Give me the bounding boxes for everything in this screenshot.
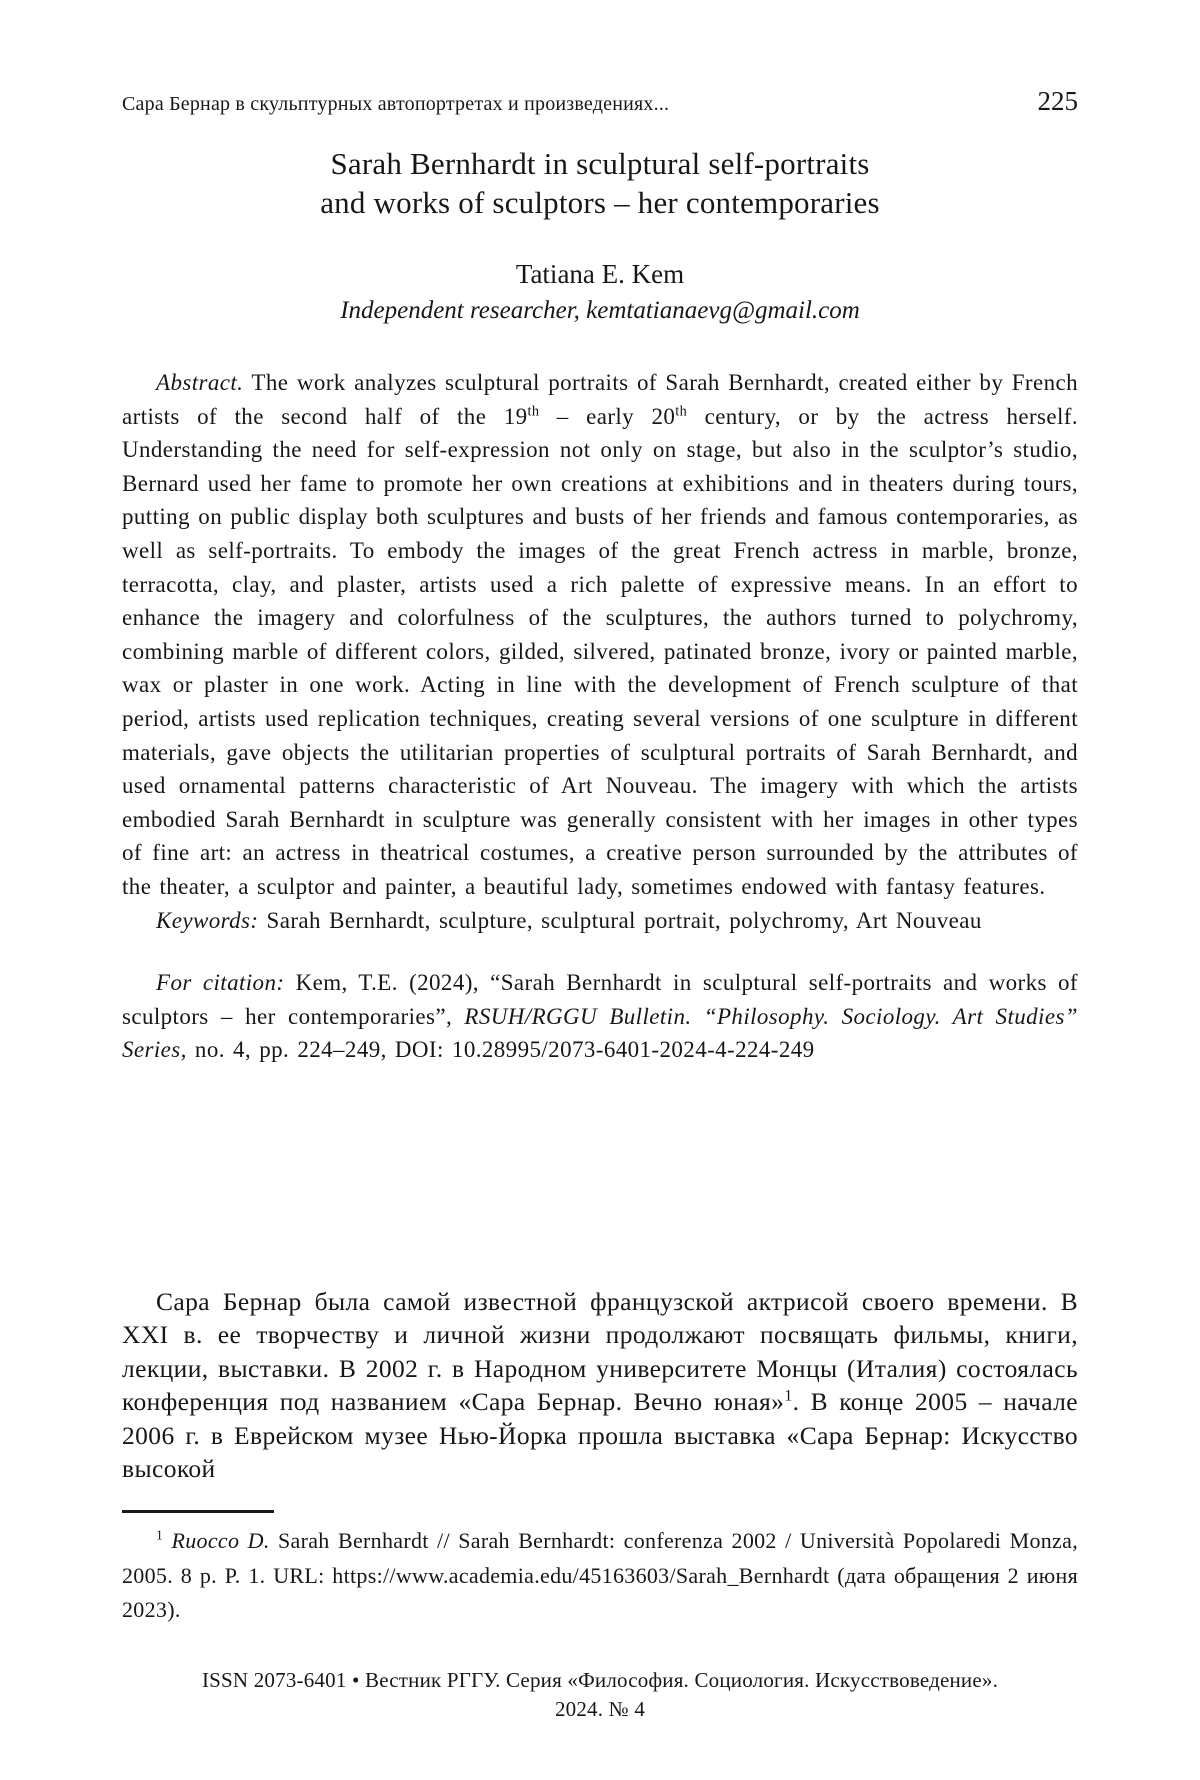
body-section	[122, 1285, 1078, 1485]
author-name: Tatiana E. Kem	[515, 259, 685, 289]
abstract-text-3: century, or by the actress herself. Understanding the need for self-expression not only on stage, but also in the sculptor’s studio, Bernard used her fame to promote her own creations at exhibitions and in theaters during tours, putting on public display both sculptures and busts of her friends and famous contemporaries, as well as self-portraits. To embody the images of the great French actress in marble, bronze, terracotta, clay, and plaster, artists used a rich palette of expressive means. In an effort to enhance the imagery and colorfulness of the sculptures, the authors turned to polychromy, combining marble of different colors, gilded, silvered, patinated bronze, ivory or painted marble, wax or plaster in one work. Acting in line with the development of French sculpture of that period, artists used replication techniques, creating several versions of one sculpture in different materials, gave objects the utilitarian properties of sculptural portraits of Sarah Bernhardt, and used ornamental patterns characteristic of Art Nouveau. The imagery with which the artists embodied Sarah Bernhardt in sculpture was generally consistent with her images in other types of fine art: an actress in theatrical costumes, a creative person surrounded by the attributes of the theater, a sculptor and painter, a beautiful lady, sometimes endowed with fantasy features.	[122, 403, 1078, 899]
body-text-2: . В конце 2005 – начале 2006 г. в Еврейском музее Нью-Йорка прошла выставка «Сара Бернар: Искусство высокой	[122, 1387, 1078, 1484]
abstract-text-2: – early 20	[539, 403, 676, 429]
ordinal-superscript: th	[527, 402, 540, 419]
ordinal-superscript: th	[675, 402, 688, 419]
running-header-title: Сара Бернар в скульптурных автопортретах и произведениях...	[122, 93, 670, 115]
footnote-reference: 1	[784, 1387, 793, 1405]
footnote-section	[122, 1524, 1078, 1628]
footnote-paragraph	[122, 1524, 1078, 1628]
keywords-paragraph	[122, 904, 1078, 938]
abstract-section	[122, 366, 1078, 1067]
page-number: 225	[1037, 86, 1078, 116]
article-title-line2: and works of sculptors – her contemporaries	[320, 185, 880, 220]
footer-issn-line: ISSN 2073-6401 • Вестник РГГУ. Серия «Философия. Социология. Искусствоведение».	[201, 1668, 999, 1692]
citation-paragraph	[122, 966, 1078, 1067]
abstract-paragraph	[122, 366, 1078, 904]
keywords-text: Sarah Bernhardt, sculpture, sculptural portrait, polychromy, Art Nouveau	[258, 907, 982, 933]
footnote-rule	[122, 1510, 274, 1513]
footnote-text: Sarah Bernhardt // Sarah Bernhardt: conferenza 2002 / Università Popolaredi Monza, 2005. 8 p. P. 1. URL: https://www.academia.edu/45163603/Sarah_Bernhardt (дата обращения 2 июня 2023).	[122, 1528, 1078, 1622]
author-affiliation: Independent researcher, kemtatianaevg@gmail.com	[340, 297, 860, 324]
page-footer	[122, 1666, 1078, 1724]
body-paragraph	[122, 1285, 1078, 1485]
running-header	[122, 86, 1078, 117]
body-text-1: Сара Бернар была самой известной французской актрисой своего времени. В XXI в. ее творчеству и личной жизни продолжают посвящать фильмы, книги, лекции, выставки. В 2002 г. в Народном университете Монцы (Италия) состоялась конференция под названием «Сара Бернар. Вечно юная»	[122, 1287, 1078, 1417]
footnote-number: 1	[156, 1527, 164, 1543]
citation-text-1: Kem, T.E. (2024), “Sarah Bernhardt in sculptural self-portraits and works of sculptors – her contemporaries”,	[122, 970, 1078, 1029]
footer-issue-line: 2024. № 4	[554, 1697, 646, 1721]
citation-text-2: no. 4, pp. 224–249, DOI: 10.28995/2073-6401-2024-4-224-249	[186, 1037, 815, 1063]
abstract-text-1: The work analyzes sculptural portraits of Sarah Bernhardt, created either by French artists of the second half of the 19	[122, 370, 1078, 429]
footnote-author: Ruocco D.	[163, 1528, 270, 1553]
article-title-line1: Sarah Bernhardt in sculptural self-portraits	[330, 146, 870, 181]
abstract-label: Abstract.	[156, 370, 244, 395]
citation-label: For citation:	[156, 970, 285, 996]
citation-journal: RSUH/RGGU Bulletin. “Philosophy. Sociology. Art Studies” Series,	[122, 1003, 1078, 1063]
keywords-label: Keywords:	[156, 907, 259, 933]
article-title	[122, 144, 1078, 222]
